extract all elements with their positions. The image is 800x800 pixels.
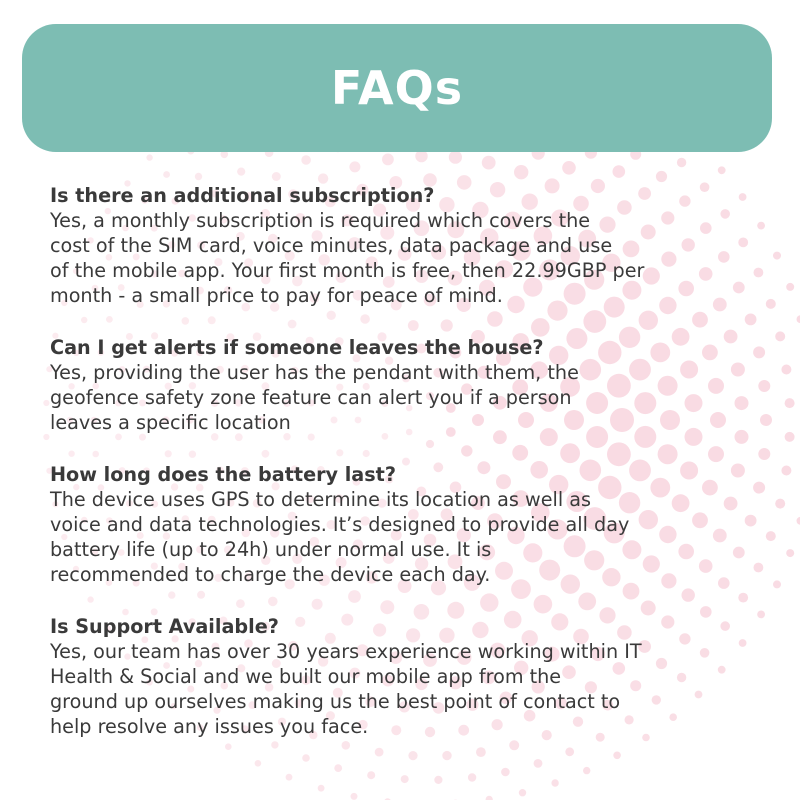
decorative-dot [501, 768, 510, 777]
decorative-dot [785, 398, 795, 408]
decorative-dot [382, 154, 394, 166]
decorative-dot [797, 315, 800, 323]
faq-answer-line: battery life (up to 24h) under normal use. It is [50, 538, 492, 561]
decorative-dot [775, 499, 785, 509]
decorative-dot [272, 172, 281, 181]
decorative-dot [401, 775, 409, 783]
page-title: FAQs [330, 61, 464, 115]
decorative-dot [551, 779, 558, 786]
faq-question: Is there an additional subscription? [50, 184, 435, 207]
decorative-dot [786, 549, 794, 557]
decorative-dot [367, 771, 375, 779]
decorative-dot [781, 466, 791, 476]
decorative-dot [237, 168, 245, 176]
decorative-dot [146, 154, 152, 160]
decorative-dot [286, 774, 293, 781]
faq-answer-line: cost of the SIM card, voice minutes, data package and use [50, 234, 613, 257]
decorative-dot [775, 331, 785, 341]
decorative-dot [482, 156, 496, 170]
decorative-dot [195, 173, 202, 180]
decorative-dot [514, 165, 528, 179]
decorative-dot [781, 365, 791, 375]
decorative-dot [773, 252, 781, 260]
decorative-dot [519, 789, 526, 796]
faq-answer [50, 487, 770, 587]
decorative-dot [718, 166, 726, 174]
decorative-dot [613, 165, 626, 178]
faq-answer-line: recommended to charge the device each day. [50, 563, 491, 586]
faq-answer-line: help resolve any issues you face. [50, 715, 369, 738]
decorative-dot [486, 796, 493, 800]
faq-item-battery [50, 462, 770, 587]
decorative-dot [434, 776, 442, 784]
faq-question: Is Support Available? [50, 615, 279, 638]
faq-answer-line: The device uses GPS to determine its location as well as [50, 488, 592, 511]
faq-item-support [50, 614, 770, 739]
faq-answer-line: geofence safety zone feature can alert you if a person [50, 386, 572, 409]
faq-question: How long does the battery last? [50, 463, 396, 486]
decorative-dot [43, 434, 49, 440]
decorative-dot [301, 155, 311, 165]
decorative-dot [318, 785, 325, 792]
faq-answer-line: Yes, our team has over 30 years experience working within IT [50, 640, 642, 663]
faq-answer [50, 208, 770, 308]
faq-answer-line: ground up ourselves making us the best point of contact to [50, 690, 621, 713]
decorative-dot [785, 432, 795, 442]
faq-answer-line: voice and data technologies. It’s designed to provide all day [50, 513, 630, 536]
decorative-dot [656, 171, 667, 182]
faq-answer-line: Yes, providing the user has the pendant with them, the [50, 361, 579, 384]
decorative-dot [677, 158, 686, 167]
decorative-dot [163, 171, 170, 178]
faq-question: Can I get alerts if someone leaves the house? [50, 336, 544, 359]
faq-list [50, 183, 770, 766]
decorative-dot [583, 767, 590, 774]
decorative-dot [43, 400, 49, 406]
decorative-dot [786, 283, 794, 291]
faq-item-subscription [50, 183, 770, 308]
decorative-dot [773, 580, 781, 588]
faq-answer [50, 639, 770, 739]
decorative-dot [797, 517, 800, 525]
faq-answer-line: of the mobile app. Your first month is free, then 22.99GBP per [50, 259, 645, 282]
faq-header-banner [22, 24, 772, 152]
decorative-dot [349, 161, 360, 172]
faq-item-alerts [50, 335, 770, 435]
faq-answer-line: month - a small price to pay for peace of mind. [50, 284, 503, 307]
faq-answer [50, 360, 770, 435]
decorative-dot [468, 773, 476, 781]
faq-answer-line: leaves a specific location [50, 411, 291, 434]
decorative-dot [351, 793, 358, 800]
faq-answer-line: Health & Social and we built our mobile app from the [50, 665, 562, 688]
decorative-dot [562, 161, 576, 175]
faq-answer-line: Yes, a monthly subscription is required which covers the [50, 209, 591, 232]
decorative-dot [449, 151, 462, 164]
